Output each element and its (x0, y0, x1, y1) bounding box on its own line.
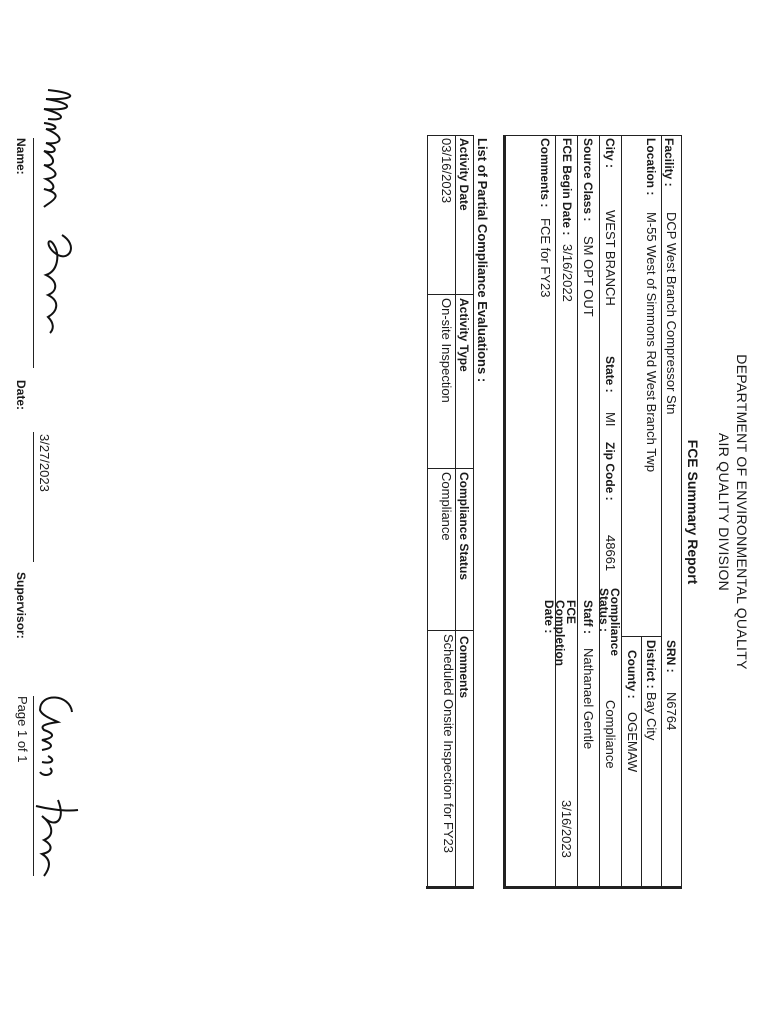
city-value: WEST BRANCH (603, 210, 618, 306)
fce-completion-value: 3/16/2023 (559, 800, 574, 858)
division-heading: AIR QUALITY DIVISION (716, 432, 732, 592)
pce-col-line (426, 886, 474, 889)
row-divider (621, 135, 622, 889)
fce-begin-label: FCE Begin Date : (560, 138, 574, 236)
facility-value: DCP West Branch Compressor Stn (664, 212, 679, 415)
row-divider (555, 135, 556, 889)
date-value: 3/27/2023 (37, 434, 52, 492)
compliance-status-value: Compliance (603, 700, 618, 769)
supervisor-label: Supervisor: (14, 572, 28, 639)
location-value: M-55 West of Simmons Rd West Branch Twp (644, 212, 659, 473)
name-signature (28, 85, 88, 335)
comments-value: FCE for FY23 (538, 218, 553, 298)
pce-top-border (473, 135, 474, 889)
row-divider (641, 636, 642, 889)
row-divider (577, 135, 578, 889)
compliance-status-label: Compliance Status : (597, 588, 622, 657)
row-divider (661, 135, 662, 889)
state-label: State : (603, 356, 617, 393)
district-label: District : (644, 640, 658, 689)
city-label: City : (603, 138, 617, 168)
pce-bottom-border (427, 135, 428, 889)
pce-cell-date: 03/16/2023 (439, 138, 454, 204)
srn-value: N6764 (664, 692, 679, 731)
location-label: Location : (644, 138, 658, 196)
department-heading: DEPARTMENT OF ENVIRONMENTAL QUALITY (734, 354, 750, 670)
info-bottom-border (503, 135, 506, 889)
row-divider (599, 135, 600, 889)
srn-label: SRN : (664, 640, 678, 673)
zip-label: Zip Code : (603, 442, 617, 501)
report-title: FCE Summary Report (685, 439, 701, 585)
county-value: OGEMAW (625, 712, 640, 773)
fce-completion-label: FCE Completion Date : (542, 600, 578, 666)
info-right-border (504, 886, 682, 889)
name-signature-line (33, 138, 34, 368)
facility-row (660, 138, 678, 187)
supervisor-signature-line (33, 696, 34, 876)
staff-value: Nathanael Gentle (581, 648, 596, 750)
pce-title: List of Partial Compliance Evaluations : (475, 138, 490, 383)
source-class-label: Source Class : (581, 138, 595, 222)
col-activity-date: Activity Date (457, 138, 471, 211)
pce-col-line (428, 468, 474, 469)
district-value: Bay City (644, 692, 659, 741)
staff-label: Staff : (581, 600, 595, 634)
info-top-border (681, 135, 682, 889)
date-label: Date: (14, 380, 28, 411)
source-class-value: SM OPT OUT (581, 236, 596, 317)
pce-col-line (428, 135, 474, 136)
district-divider (622, 636, 662, 637)
pce-col-line (428, 630, 474, 631)
pce-cell-type: On-site Inspection (439, 298, 454, 403)
pce-col-line (428, 294, 474, 295)
col-compliance-status: Compliance Status (457, 472, 471, 581)
facility-label: Facility : (662, 138, 676, 187)
county-label: County : (625, 650, 639, 699)
col-comments: Comments (457, 636, 471, 699)
date-line (33, 432, 34, 562)
comments-label: Comments : (538, 138, 552, 208)
page-number: Page 1 of 1 (15, 696, 30, 763)
name-label: Name: (14, 138, 28, 175)
pce-cell-comments: Scheduled Onsite Inspection for FY23 (441, 634, 456, 853)
info-left-border (504, 135, 682, 136)
fce-begin-value: 3/16/2022 (560, 244, 575, 302)
col-activity-type: Activity Type (457, 298, 471, 372)
supervisor-signature (28, 690, 84, 880)
zip-value: 48661 (603, 535, 618, 572)
state-value: MI (603, 412, 618, 427)
pce-cell-status: Compliance (439, 472, 454, 541)
